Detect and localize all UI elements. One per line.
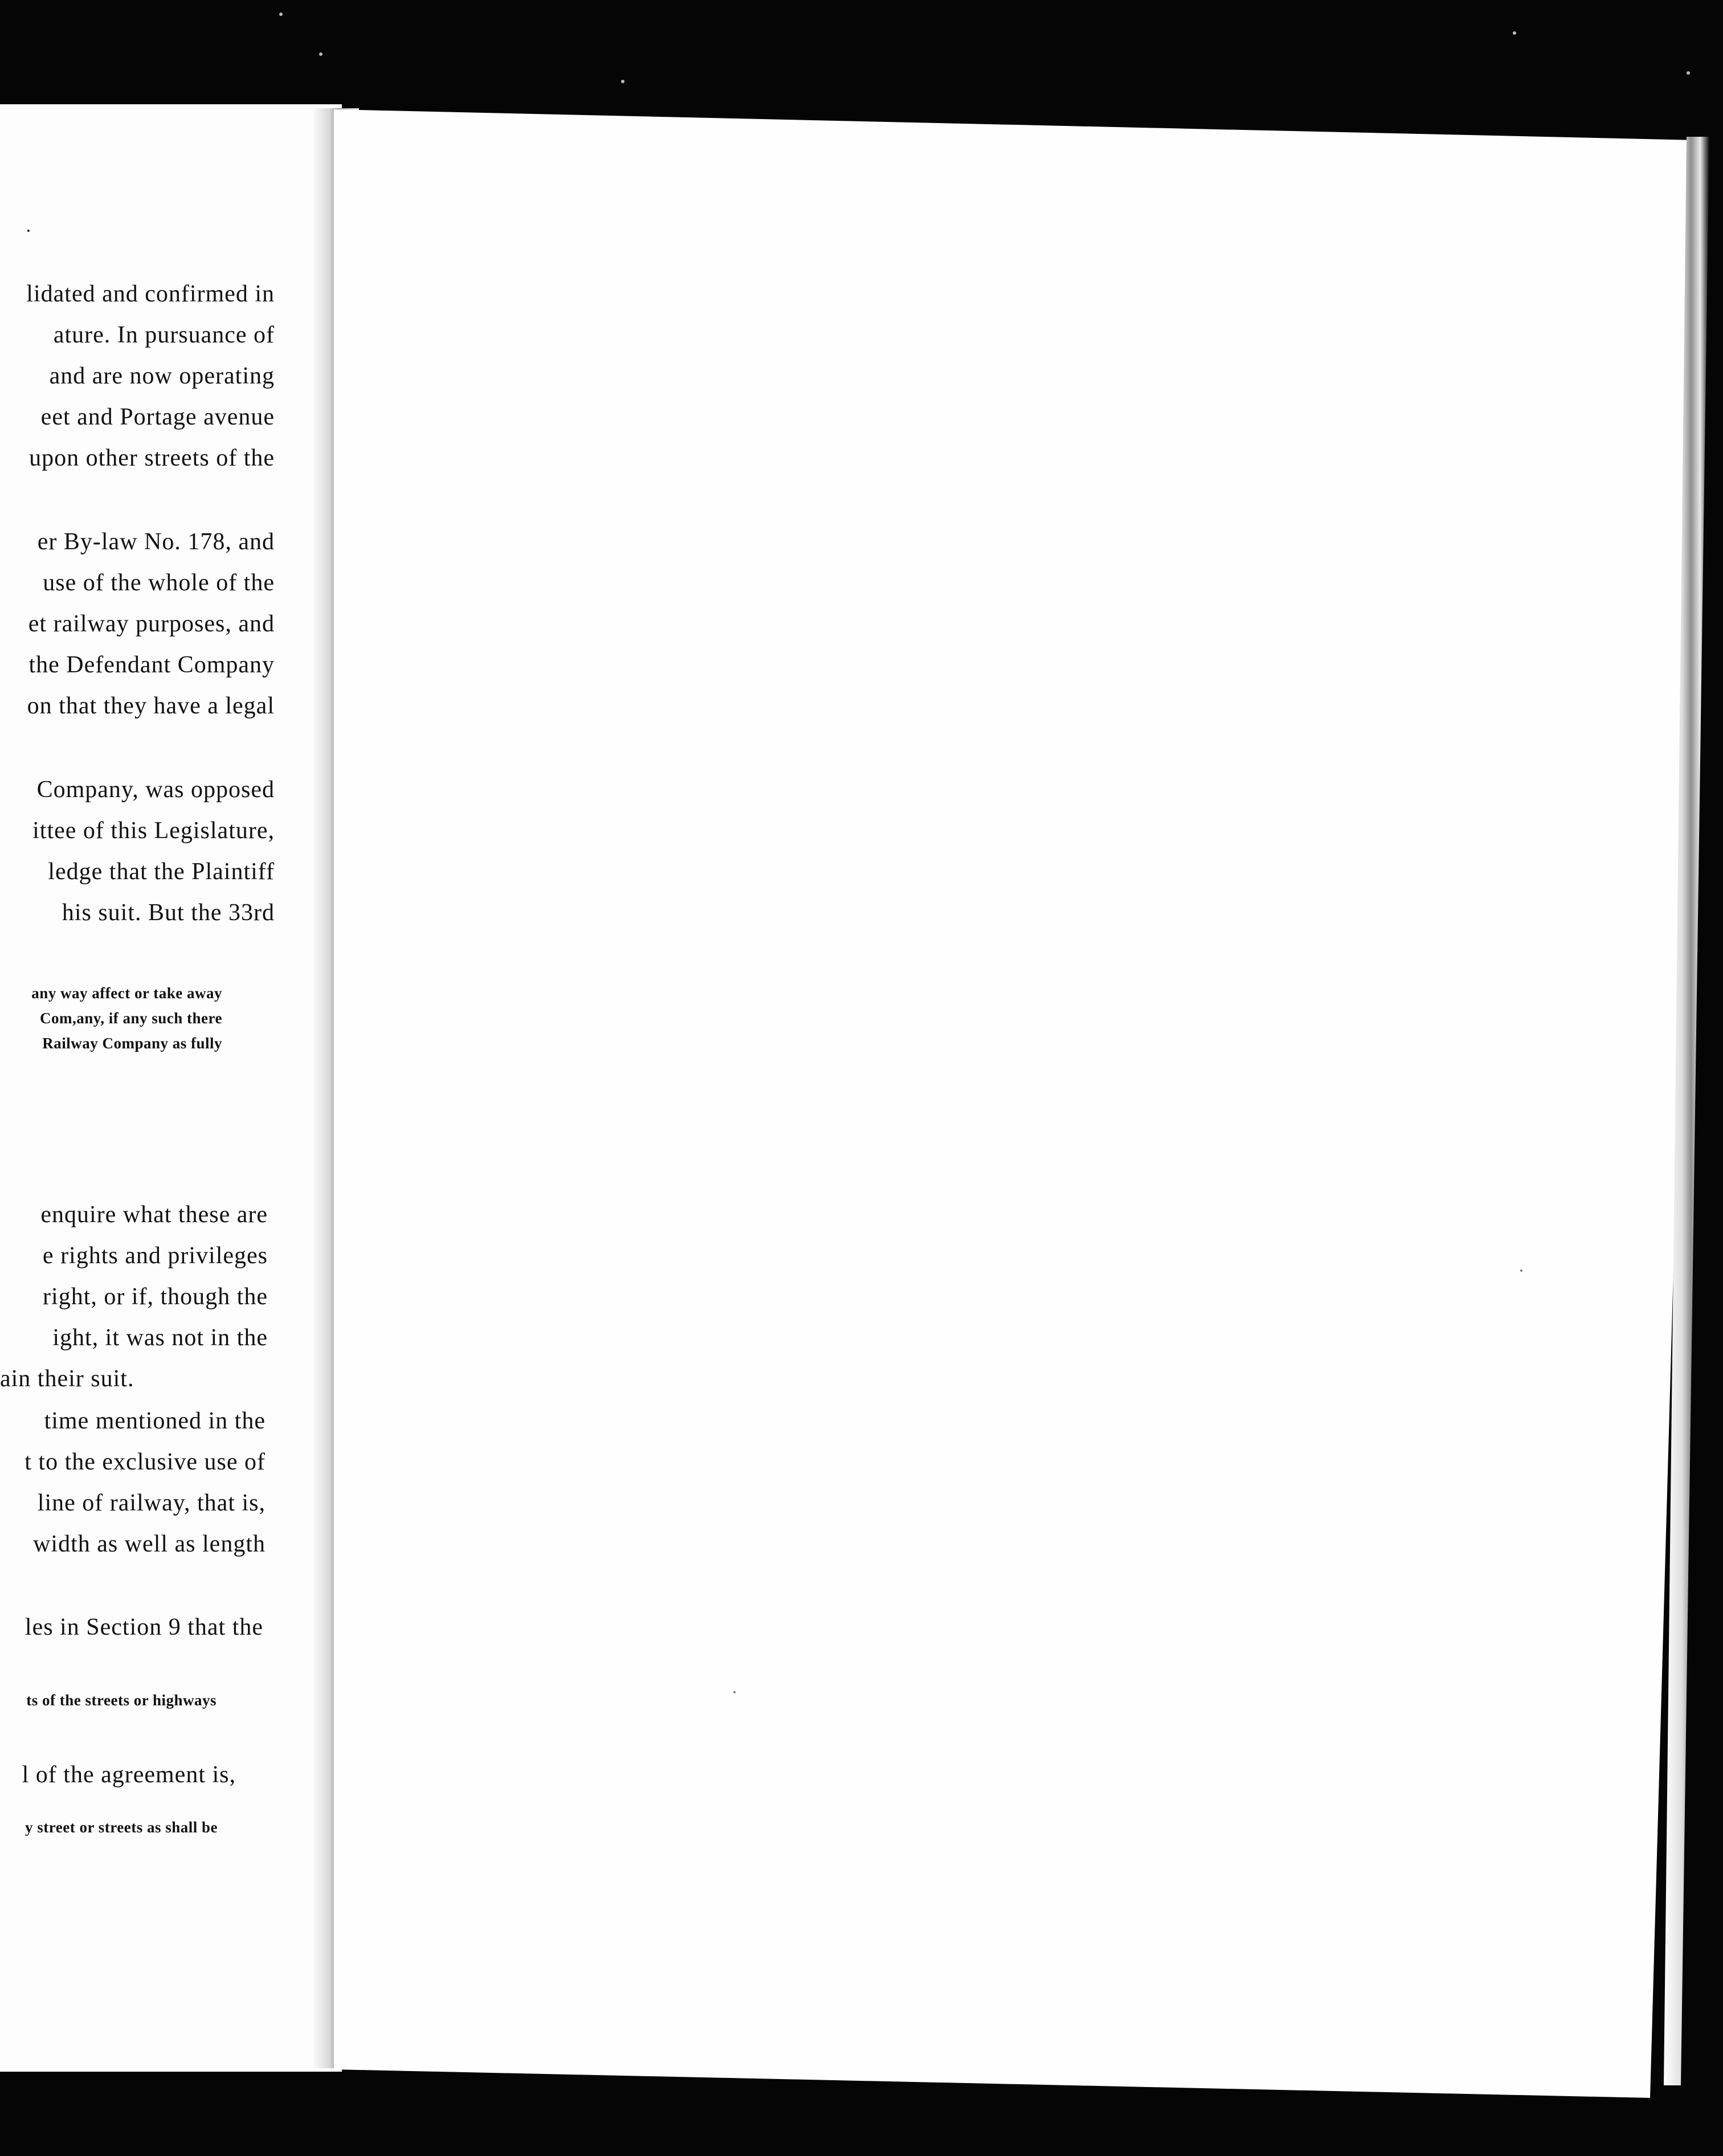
speck [27, 230, 30, 232]
text-line: the Defendant Company [28, 652, 275, 678]
paragraph-7 [22, 1754, 236, 1795]
speck [279, 13, 283, 16]
quote-3 [25, 1815, 218, 1840]
text-line: right, or if, though the [43, 1284, 268, 1310]
text-line: ledge that the Plaintiff [48, 859, 275, 885]
text-line: on that they have a legal [27, 693, 275, 719]
paragraph-2 [27, 521, 275, 726]
text-line: use of the whole of the [43, 570, 275, 596]
right-page-blank [334, 109, 1701, 2098]
speck [1520, 1269, 1522, 1272]
text-line: et railway purposes, and [28, 611, 275, 637]
speck [621, 80, 624, 83]
paragraph-3 [32, 769, 275, 933]
text-line: ight, it was not in the [52, 1325, 268, 1351]
text-line: time mentioned in the [44, 1408, 266, 1434]
text-line: ain their suit. [0, 1366, 134, 1392]
quote-1 [31, 981, 222, 1056]
text-line: Company, was opposed [36, 777, 275, 803]
paragraph-4 [0, 1194, 268, 1399]
text-line: and are now operating [49, 363, 275, 389]
speck [319, 52, 322, 56]
quote-2 [26, 1688, 217, 1713]
text-line: enquire what these are [40, 1202, 268, 1228]
text-line: ature. In pursuance of [53, 322, 275, 348]
speck [1513, 31, 1516, 35]
left-page [0, 104, 342, 2072]
text-line: t to the exclusive use of [25, 1449, 266, 1475]
text-line: er By-law No. 178, and [37, 529, 275, 555]
text-line: y street or streets as shall be [25, 1819, 218, 1836]
paragraph-1 [26, 273, 275, 479]
speck [733, 1691, 736, 1693]
text-line: any way affect or take away [31, 985, 222, 1002]
text-line: ittee of this Legislature, [32, 818, 275, 844]
text-line: Railway Company as fully [42, 1035, 222, 1052]
text-line: ts of the streets or highways [26, 1692, 217, 1709]
text-line: les in Section 9 that the [25, 1614, 263, 1640]
paragraph-5 [25, 1400, 266, 1565]
paragraph-6 [25, 1607, 263, 1648]
text-line: e rights and privileges [42, 1243, 268, 1269]
text-line: width as well as length [33, 1531, 266, 1557]
text-line: upon other streets of the [29, 445, 275, 471]
text-line: Com,any, if any such there [39, 1010, 222, 1027]
text-line: line of railway, that is, [37, 1490, 266, 1516]
text-line: l of the agreement is, [22, 1762, 236, 1788]
text-line: eet and Portage avenue [40, 404, 275, 430]
speck [1687, 71, 1690, 75]
text-line: lidated and confirmed in [26, 281, 275, 307]
text-line: his suit. But the 33rd [62, 900, 275, 926]
